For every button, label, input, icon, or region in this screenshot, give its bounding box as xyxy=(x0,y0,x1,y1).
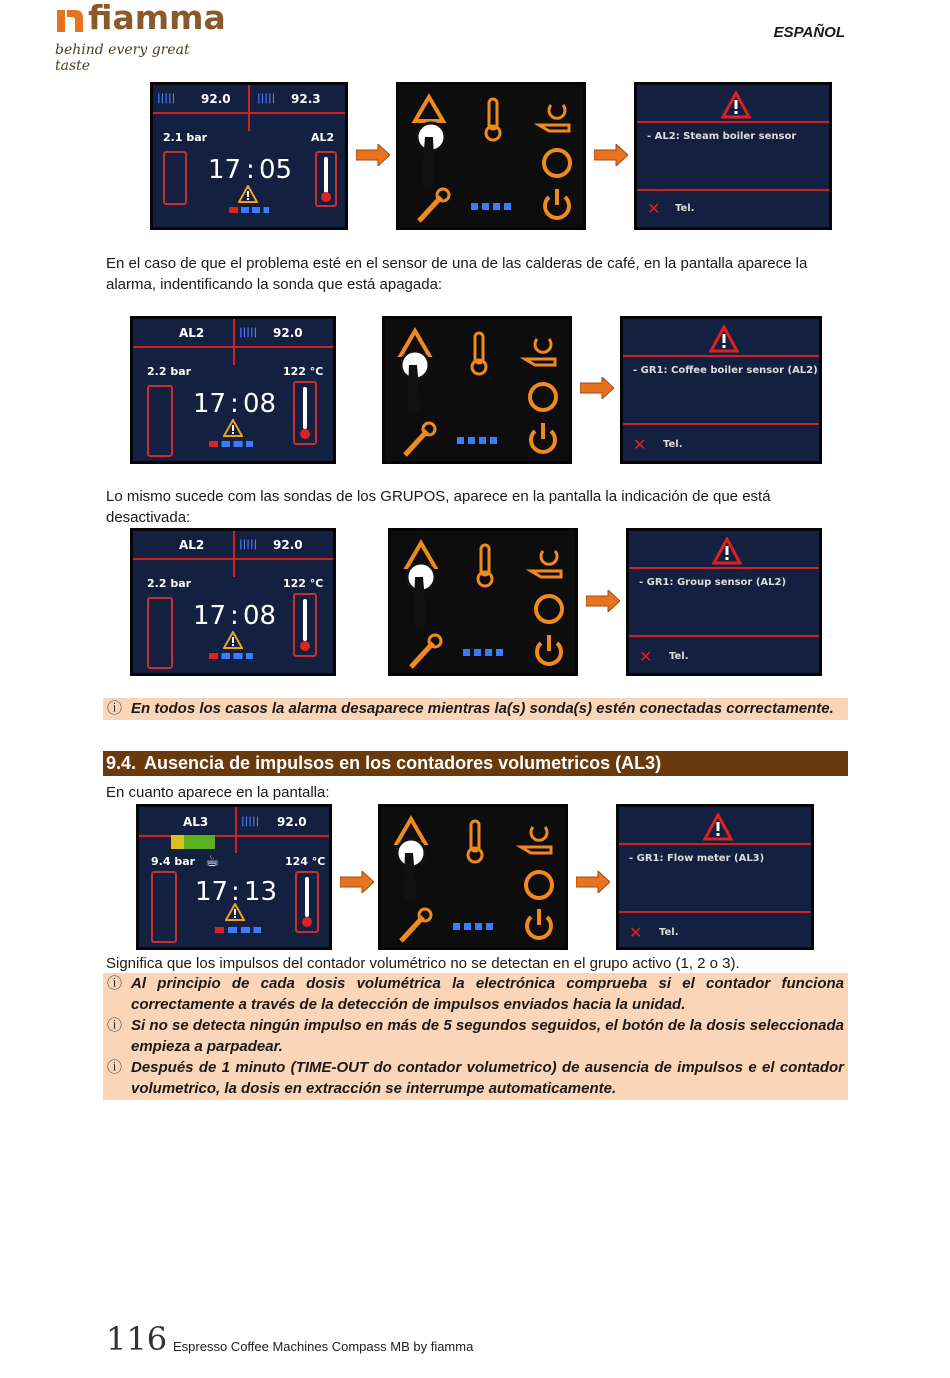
brand-name: fiamma xyxy=(88,0,226,37)
warning-icon xyxy=(225,903,245,921)
note-text: Si no se detecta ningún impulso en más de 5 segundos seguidos, el botón de la dosis seleccionada empieza a parpadear. xyxy=(131,1017,844,1055)
steam-temp: 124 °C xyxy=(285,855,326,868)
pressure-readout: 9.4 bar xyxy=(151,855,196,868)
status-screen-1: ||||| 92.0 ||||| 92.3 2.1 bar AL2 17 : 05 xyxy=(150,82,348,230)
info-note xyxy=(103,698,848,720)
section-number: 9.4. xyxy=(106,753,137,773)
info-note xyxy=(103,1015,848,1057)
alarm-message: - GR1: Group sensor (AL2) xyxy=(639,577,787,588)
arrow-right-icon xyxy=(340,871,374,893)
pressure-readout: 2.2 bar xyxy=(147,577,192,590)
pressure-readout: 2.1 bar xyxy=(163,131,208,144)
arrow-right-icon xyxy=(576,871,610,893)
arrow-right-icon xyxy=(356,144,390,166)
clock-minutes: 13 xyxy=(244,877,278,907)
section-heading xyxy=(103,751,848,776)
portafilter-menu-icon xyxy=(539,125,569,131)
menu-screen-2 xyxy=(382,316,572,464)
alarm-screen-4 xyxy=(616,804,814,950)
stopwatch-menu-icon xyxy=(544,150,570,176)
fiamma-logo xyxy=(55,0,226,74)
paragraph-screen-intro: En cuanto aparece en la pantalla: xyxy=(106,784,330,801)
clock-hours: 17 xyxy=(193,601,227,631)
fiamma-logo-mark-icon xyxy=(55,6,85,36)
thermometer-icon xyxy=(319,155,333,203)
alarm-menu-icon xyxy=(415,97,443,121)
info-notes xyxy=(103,973,848,1100)
menu-icons xyxy=(391,531,578,676)
menu-screen-3 xyxy=(388,528,578,676)
alarm-message: - GR1: Coffee boiler sensor (AL2) xyxy=(633,365,818,376)
clock-hours: 17 xyxy=(195,877,229,907)
note-text: En todos los casos la alarma desaparece mientras la(s) sonda(s) estén conectadas correctamente. xyxy=(131,700,834,717)
close-icon[interactable]: ✕ xyxy=(629,925,643,942)
arrow-right-icon xyxy=(586,590,620,612)
steam-temp: 122 °C xyxy=(283,365,324,378)
warning-icon xyxy=(223,419,243,437)
tel-button[interactable]: Tel. xyxy=(659,927,679,938)
pressure-readout: 2.2 bar xyxy=(147,365,192,378)
thermometer-icon xyxy=(298,385,312,441)
info-icon: ⓘ xyxy=(107,1017,123,1034)
steam-temp: 122 °C xyxy=(283,577,324,590)
info-icon: ⓘ xyxy=(107,975,123,992)
thermometer-icon xyxy=(300,875,314,929)
alarm-message: - AL2: Steam boiler sensor xyxy=(647,131,797,142)
section-title: Ausencia de impulsos en los contadores volumetricos (AL3) xyxy=(144,753,662,773)
language-label: ESPAÑOL xyxy=(773,24,845,41)
menu-icons xyxy=(399,85,586,230)
alarm-code: AL3 xyxy=(183,815,209,829)
page-number: 116 xyxy=(106,1320,168,1358)
alarm-screen-2 xyxy=(620,316,822,464)
close-icon[interactable]: ✕ xyxy=(633,437,647,454)
close-icon[interactable]: ✕ xyxy=(639,649,653,666)
wrench-menu-icon xyxy=(419,197,441,221)
clock-minutes: 08 xyxy=(243,601,277,631)
status-screen-4: AL3 ||||| 92.0 9.4 bar ☕ 124 °C 17 : 13 xyxy=(136,804,332,950)
paragraph-group-sensors: Lo mismo sucede com las sondas de los GRUPOS, aparece en la pantalla la indicación de que está desactivada: xyxy=(106,488,771,526)
info-note xyxy=(103,973,848,1015)
brand-tagline: behind every great taste xyxy=(55,42,190,74)
warning-icon xyxy=(709,325,739,353)
alarm-code: AL2 xyxy=(179,326,205,340)
paragraph-coffee-boiler: En el caso de que el problema esté en el sensor de una de las calderas de café, en la pantalla aparece la alarma, indentificando la sonda que está apagada: xyxy=(106,255,808,293)
menu-screen-4 xyxy=(378,804,568,950)
menu-icons xyxy=(381,807,568,950)
boiler-temp-right: 92.0 xyxy=(273,538,303,552)
tel-button[interactable]: Tel. xyxy=(669,651,689,662)
boiler-temp-left: 92.0 xyxy=(201,92,231,106)
warning-icon xyxy=(703,813,733,841)
alarm-code: AL2 xyxy=(179,538,205,552)
warning-icon xyxy=(721,91,751,119)
info-note xyxy=(103,1057,848,1099)
note-text: Al principio de cada dosis volumétrica la electrónica comprueba si el contador funciona correctamente a través de la detección de impulsos enviados hacia la unidad. xyxy=(131,975,844,1013)
warning-icon xyxy=(238,185,258,203)
paragraph-flow-meter: Significa que los impulsos del contador volumétrico no se detectan en el grupo activo (1, 2 o 3). xyxy=(106,955,740,972)
tel-button[interactable]: Tel. xyxy=(663,439,683,450)
info-icon: ⓘ xyxy=(107,700,123,717)
alarm-message: - GR1: Flow meter (AL3) xyxy=(629,853,765,864)
warning-icon xyxy=(712,537,742,565)
clock-hours: 17 xyxy=(193,389,227,419)
boiler-temp-right: 92.0 xyxy=(277,815,307,829)
clock-minutes: 05 xyxy=(259,155,293,185)
close-icon[interactable]: ✕ xyxy=(647,201,661,218)
alarm-screen-1 xyxy=(634,82,832,230)
clock-minutes: 08 xyxy=(243,389,277,419)
alarm-code: AL2 xyxy=(311,131,335,144)
boiler-temp-right: 92.3 xyxy=(291,92,321,106)
footer-title: Espresso Coffee Machines Compass MB by fiamma xyxy=(173,1339,474,1354)
arrow-right-icon xyxy=(580,377,614,399)
clock-hours: 17 xyxy=(208,155,242,185)
flow-level-bar xyxy=(171,835,215,849)
note-text: Después de 1 minuto (TIME-OUT do contador volumetrico) de ausencia de impulsos e el contador volumetrico, la dosis en extracción se interrumpe automaticamente. xyxy=(131,1059,844,1097)
boiler-temp-right: 92.0 xyxy=(273,326,303,340)
warning-icon xyxy=(223,631,243,649)
menu-screen-1 xyxy=(396,82,586,230)
status-screen-2: AL2 ||||| 92.0 2.2 bar 122 °C 17 : 08 xyxy=(130,316,336,464)
arrow-right-icon xyxy=(594,144,628,166)
status-screen-3: AL2 ||||| 92.0 2.2 bar 122 °C 17 : 08 xyxy=(130,528,336,676)
alarm-screen-3 xyxy=(626,528,822,676)
coffee-cup-icon: ☕ xyxy=(205,853,220,870)
tel-button[interactable]: Tel. xyxy=(675,203,695,214)
menu-icons xyxy=(385,319,572,464)
thermometer-icon xyxy=(298,597,312,653)
info-icon: ⓘ xyxy=(107,1059,123,1076)
